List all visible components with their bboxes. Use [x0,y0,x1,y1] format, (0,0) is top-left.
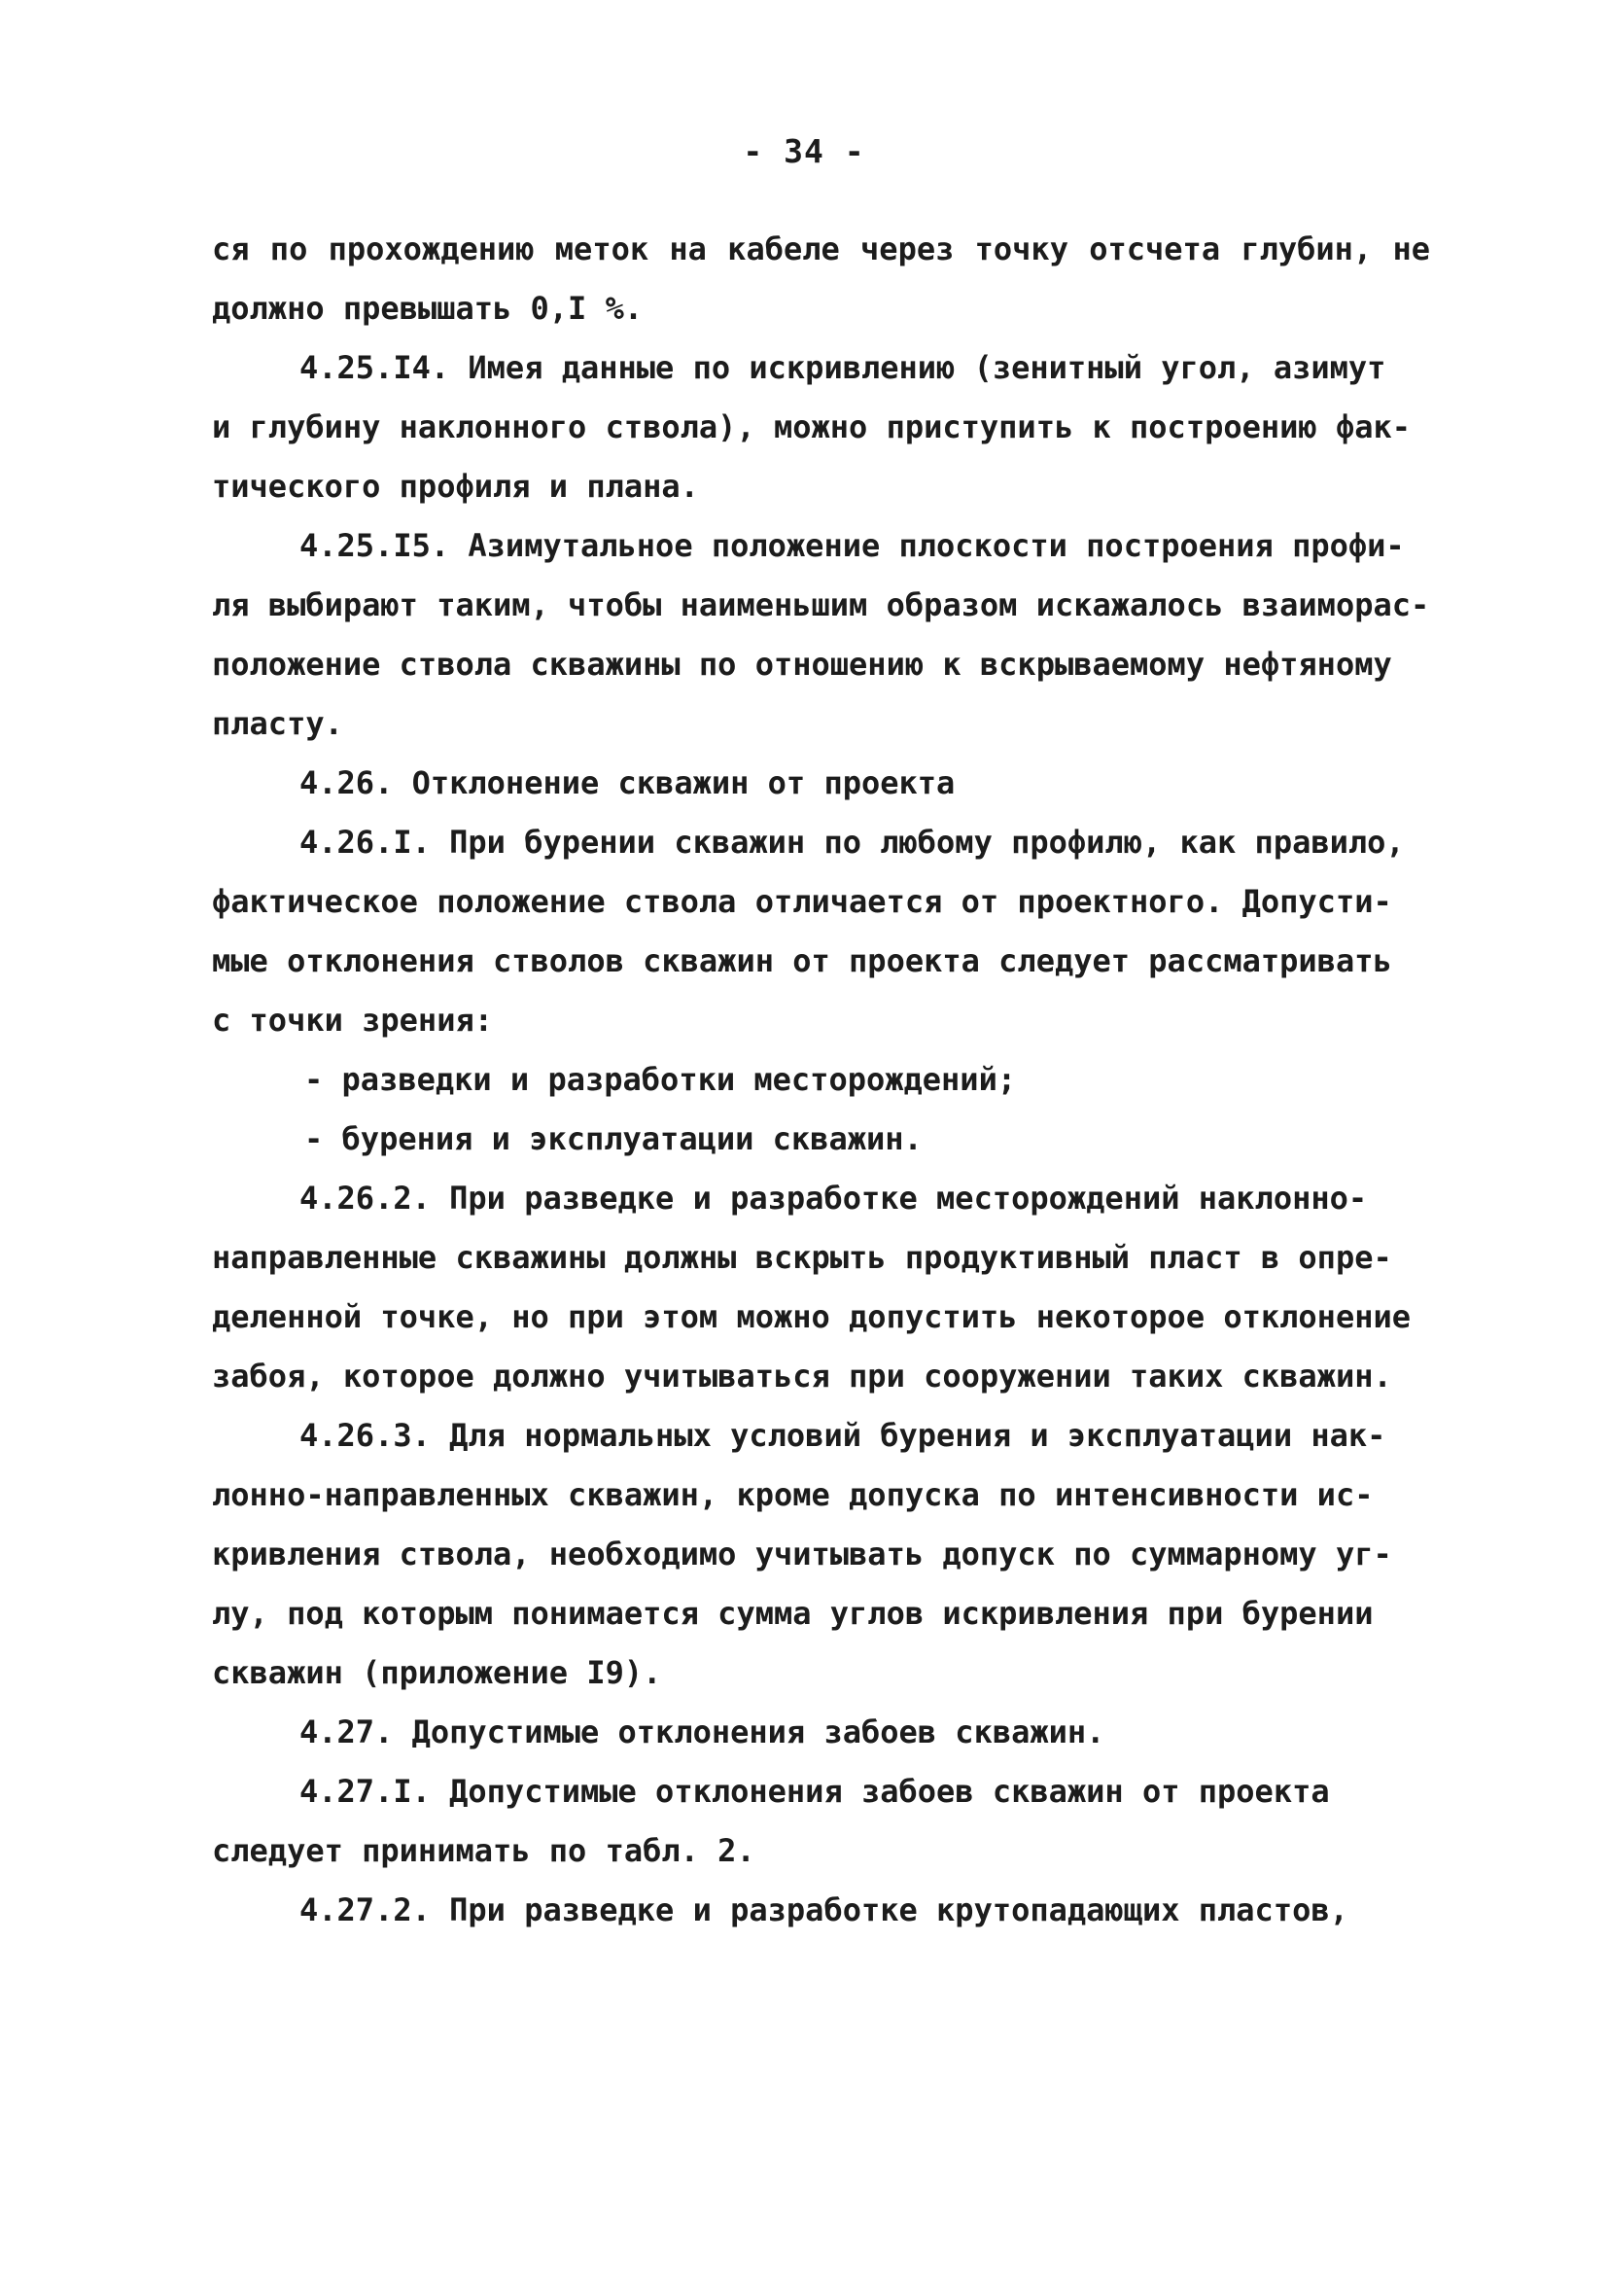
section-heading: 4.26. Отклонение скважин от проекта [299,764,956,801]
paragraph-start-line: 4.27.2. При разведке и разработке крутопадающих пластов, [299,1891,1348,1928]
text-line: должно превышать 0,I %. [212,290,644,327]
paragraph-start-line: 4.27.I. Допустимые отклонения забоев скважин от проекта [299,1773,1330,1810]
text-line: скважин (приложение I9). [212,1654,662,1691]
text-line: ля выбирают таким, чтобы наименьшим образом искажалось взаиморас- [212,586,1430,623]
list-item: - разведки и разработки месторождений; [304,1061,1017,1098]
section-heading: 4.27. Допустимые отклонения забоев скважин. [299,1713,1105,1750]
text-line: мые отклонения стволов скважин от проекта следует рассматривать [212,942,1392,979]
text-line: пласту. [212,705,343,742]
paragraph-start-line: 4.26.3. Для нормальных условий бурения и эксплуатации нак- [299,1417,1386,1454]
paragraph-start-line: 4.26.I. При бурении скважин по любому профилю, как правило, [299,824,1405,861]
page-number: - 34 - [743,132,865,170]
text-line: забоя, которое должно учитываться при сооружении таких скважин. [212,1358,1392,1395]
paragraph-start-line: 4.25.I5. Азимутальное положение плоскости построения профи- [299,527,1405,564]
text-line: тического профиля и плана. [212,468,699,505]
text-line: следует принимать по табл. 2. [212,1832,755,1869]
text-line: направленные скважины должны вскрыть продуктивный пласт в опре- [212,1239,1392,1276]
text-line: фактическое положение ствола отличается от проектного. Допусти- [212,883,1392,920]
text-line: лонно-направленных скважин, кроме допуска по интенсивности ис- [212,1476,1374,1513]
text-line: лу, под которым понимается сумма углов искривления при бурении [212,1595,1374,1632]
text-line: кривления ствола, необходимо учитывать допуск по суммарному уг- [212,1536,1392,1572]
text-line: ся по прохождению меток на кабеле через точку отсчета глубин, не [212,230,1430,267]
paragraph-start-line: 4.25.I4. Имея данные по искривлению (зенитный угол, азимут [299,349,1386,386]
paragraph-start-line: 4.26.2. При разведке и разработке месторождений наклонно- [299,1180,1368,1217]
list-item: - бурения и эксплуатации скважин. [304,1120,923,1157]
text-line: деленной точке, но при этом можно допустить некоторое отклонение [212,1298,1411,1335]
text-line: с точки зрения: [212,1002,493,1039]
text-line: положение ствола скважины по отношению к вскрываемому нефтяному [212,646,1392,683]
text-line: и глубину наклонного ствола), можно приступить к построению фак- [212,408,1411,445]
